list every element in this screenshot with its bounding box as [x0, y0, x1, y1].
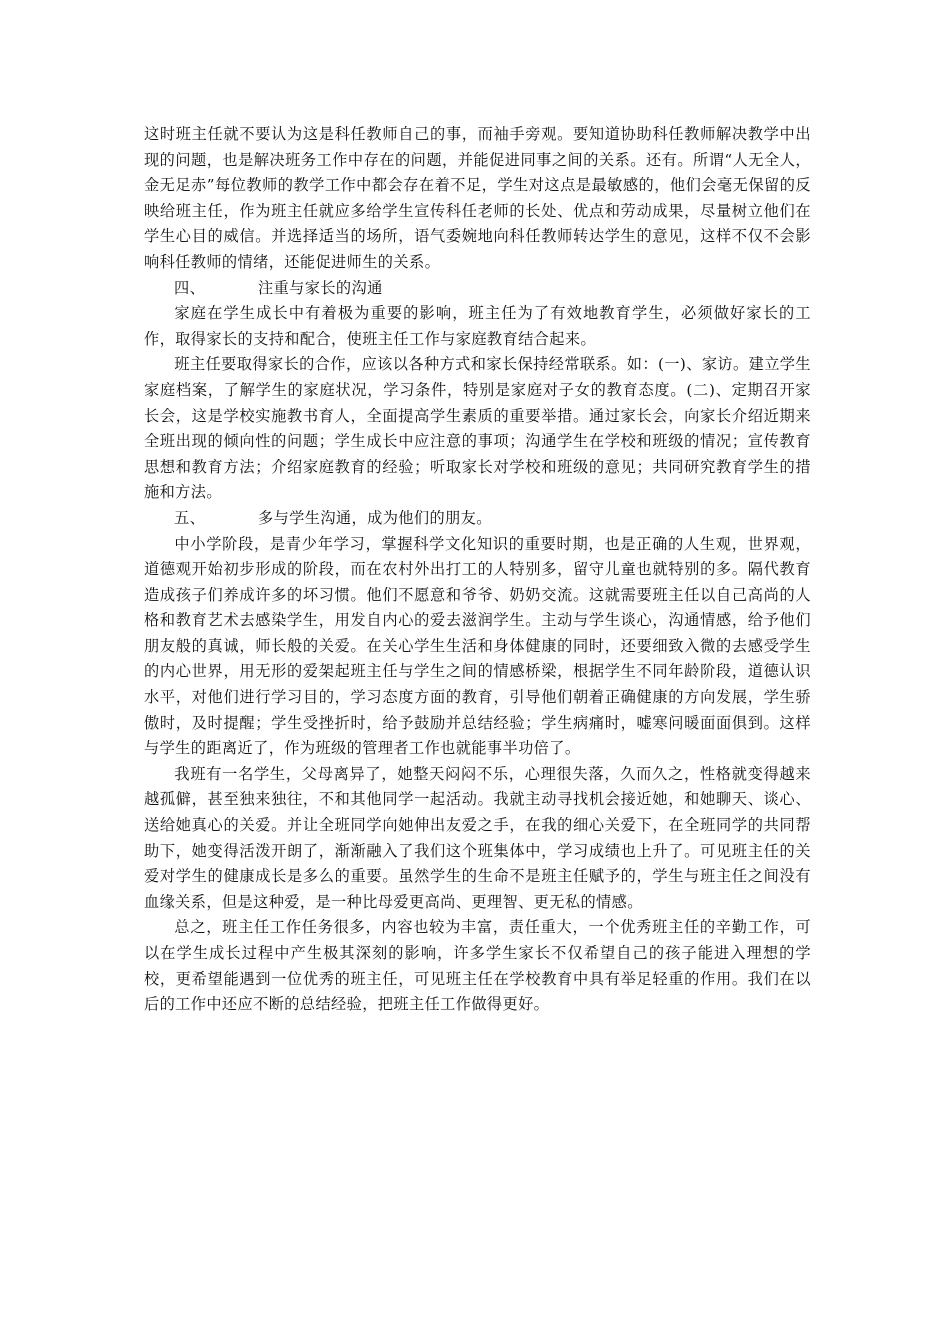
paragraph-intro: 这时班主任就不要认为这是科任教师自己的事，而袖手旁观。要知道协助科任教师解决教学中出现的问题，也是解决班务工作中存在的问题，并能促进同事之间的关系。还有。所谓“人无全人，金无足赤”每位教师的教学工作中都会存在着不足，学生对这点是最敏感的，他们会毫无保留的反映给班主任，作为班主任就应多给学生宣传科任老师的长处、优点和劳动成果，尽量树立他们在学生心目的威信。并选择适当的场所，语气委婉地向科任教师转达学生的意见，这样不仅不会影响科任教师的情绪，还能促进师生的关系。 [144, 125, 811, 271]
section-number-5: 五、 [174, 508, 206, 527]
paragraph-4-2: 班主任要取得家长的合作，应该以各种方式和家长保持经常联系。如：(一)、家访。建立学生家庭档案，了解学生的家庭状况，学习条件，特别是家庭对子女的教育态度。(二)、定期召开家长会，这是学校实施教书育人，全面提高学生素质的重要举措。通过家长会，向家长介绍近期来全班出现的倾向性的问题；学生成长中应注意的事项；沟通学生在学校和班级的情况；宣传教育思想和教育方法；介绍家庭教育的经验；听取家长对学校和班级的意见；共同研究教育学生的措施和方法。 [144, 355, 811, 502]
paragraph-5-3: 总之，班主任工作任务很多，内容也较为丰富，责任重大，一个优秀班主任的辛勤工作，可以在学生成长过程中产生极其深刻的影响，许多学生家长不仅希望自己的孩子能进入理想的学校，更希望能遇到一位优秀的班主任，可见班主任在学校教育中具有举足轻重的作用。我们在以后的工作中还应不断的总结经验，把班主任工作做得更好。 [144, 918, 811, 1014]
section-heading-5 [144, 506, 811, 532]
paragraph-4-1: 家庭在学生成长中有着极为重要的影响，班主任为了有效地教育学生，必须做好家长的工作，取得家长的支持和配合，使班主任工作与家庭教育结合起来。 [144, 304, 811, 348]
section-heading-4 [144, 276, 811, 302]
paragraph-5-1: 中小学阶段，是青少年学习，掌握科学文化知识的重要时期，也是正确的人生观，世界观，道德观开始初步形成的阶段，而在农村外出打工的人特别多，留守儿童也就特别的多。隔代教育造成孩子们养成许多的坏习惯。他们不愿意和爷爷、奶奶交流。这就需要班主任以自己高尚的人格和教育艺术去感染学生，用发自内心的爱去滋润学生。主动与学生谈心，沟通情感，给予他们朋友般的真诚，师长般的关爱。在关心学生生活和身体健康的同时，还要细致入微的去感受学生的内心世界，用无形的爱架起班主任与学生之间的情感桥梁，根据学生不同年龄阶段，道德认识水平，对他们进行学习目的，学习态度方面的教育，引导他们朝着正确健康的方向发展，学生骄傲时，及时提醒；学生受挫折时，给予鼓励并总结经验；学生病痛时，嘘寒问暖面面俱到。这样与学生的距离近了，作为班级的管理者工作也就能事半功倍了。 [144, 534, 811, 758]
paragraph-5-2: 我班有一名学生，父母离异了，她整天闷闷不乐，心理很失落，久而久之，性格就变得越来越孤僻，甚至独来独往，不和其他同学一起活动。我就主动寻找机会接近她，和她聊天、谈心、送给她真心的关爱。并让全班同学向她伸出友爱之手，在我的细心关爱下，在全班同学的共同帮助下，她变得活泼开朗了，渐渐融入了我们这个班集体中，学习成绩也上升了。可见班主任的关爱对学生的健康成长是多么的重要。虽然学生的生命不是班主任赋予的，学生与班主任之间没有血缘关系，但是这种爱，是一种比母爱更高尚、更理智、更无私的情感。 [144, 764, 811, 911]
section-number-4: 四、 [174, 278, 206, 297]
document-page [144, 122, 811, 1018]
section-title-4: 注重与家长的沟通 [258, 278, 383, 297]
section-title-5: 多与学生沟通，成为他们的朋友。 [258, 508, 492, 527]
